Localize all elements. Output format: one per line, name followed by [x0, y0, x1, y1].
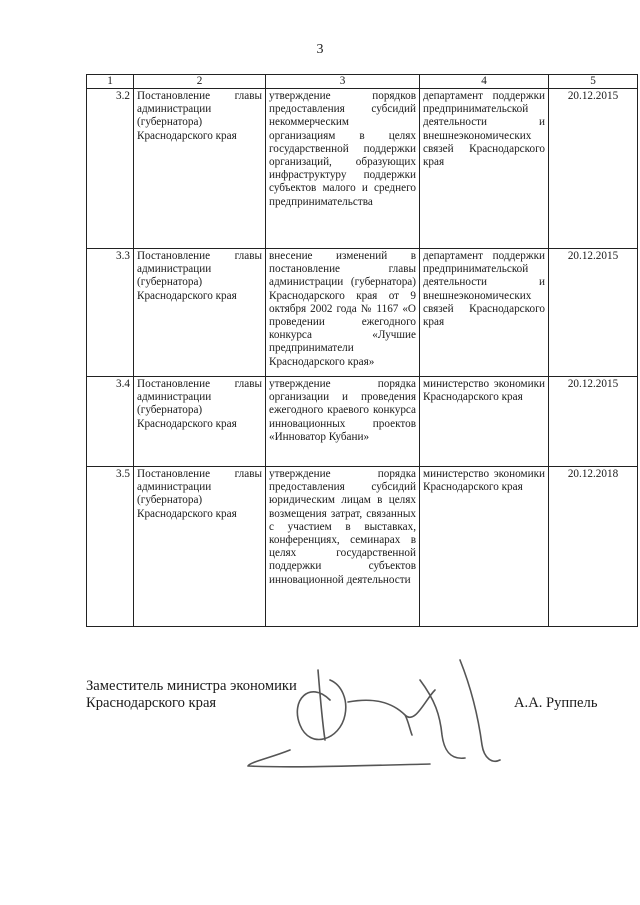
document-subject: утверждение порядка организации и проведения ежегодного краевого конкурса инновационных проектов «Инноватор Кубани»	[266, 377, 420, 467]
header-cell: 1	[87, 75, 134, 89]
responsible-body: департамент поддержки предпринимательской деятельности и внешнеэкономических связей Краснодарского края	[420, 249, 549, 377]
document-type: Постановление главы администрации (губернатора) Краснодарского края	[134, 377, 266, 467]
due-date: 20.12.2015	[549, 377, 638, 467]
table-row	[87, 249, 638, 377]
table-row	[87, 89, 638, 249]
signatory-name: А.А. Руппель	[514, 695, 598, 711]
row-number: 3.3	[87, 249, 134, 377]
responsible-body: департамент поддержки предпринимательской деятельности и внешнеэкономических связей Краснодарского края	[420, 89, 549, 249]
table-row	[87, 377, 638, 467]
page-number: 3	[316, 42, 324, 57]
document-table	[86, 74, 638, 627]
signatory-position-line-2: Краснодарского края	[86, 695, 217, 711]
responsible-body: министерство экономики Краснодарского края	[420, 467, 549, 627]
handwritten-signature	[230, 640, 510, 780]
due-date: 20.12.2018	[549, 467, 638, 627]
due-date: 20.12.2015	[549, 89, 638, 249]
header-cell: 4	[420, 75, 549, 89]
document-subject: утверждение порядков предоставления субсидий некоммерческим организациям в целях государственной поддержки организаций, образующих инфраструктуру поддержки субъектов малого и среднего предпринимательства	[266, 89, 420, 249]
document-type: Постановление главы администрации (губернатора) Краснодарского края	[134, 249, 266, 377]
table-row	[87, 467, 638, 627]
table-header-row	[87, 75, 638, 89]
signatory-position-line-1: Заместитель министра экономики	[86, 678, 297, 694]
document-type: Постановление главы администрации (губернатора) Краснодарского края	[134, 89, 266, 249]
row-number: 3.4	[87, 377, 134, 467]
document-type: Постановление главы администрации (губернатора) Краснодарского края	[134, 467, 266, 627]
row-number: 3.2	[87, 89, 134, 249]
header-cell: 3	[266, 75, 420, 89]
due-date: 20.12.2015	[549, 249, 638, 377]
header-cell: 5	[549, 75, 638, 89]
responsible-body: министерство экономики Краснодарского края	[420, 377, 549, 467]
document-subject: внесение изменений в постановление главы администрации (губернатора) Краснодарского края от 9 октября 2002 года № 1167 «О проведении ежегодного конкурса «Лучшие предприниматели Краснодарского края»	[266, 249, 420, 377]
row-number: 3.5	[87, 467, 134, 627]
document-subject: утверждение порядка предоставления субсидий юридическим лицам в целях возмещения затрат, связанных с участием в выставках, конференциях, семинарах в целях государственной поддержки субъектов инновационной деятельности	[266, 467, 420, 627]
header-cell: 2	[134, 75, 266, 89]
